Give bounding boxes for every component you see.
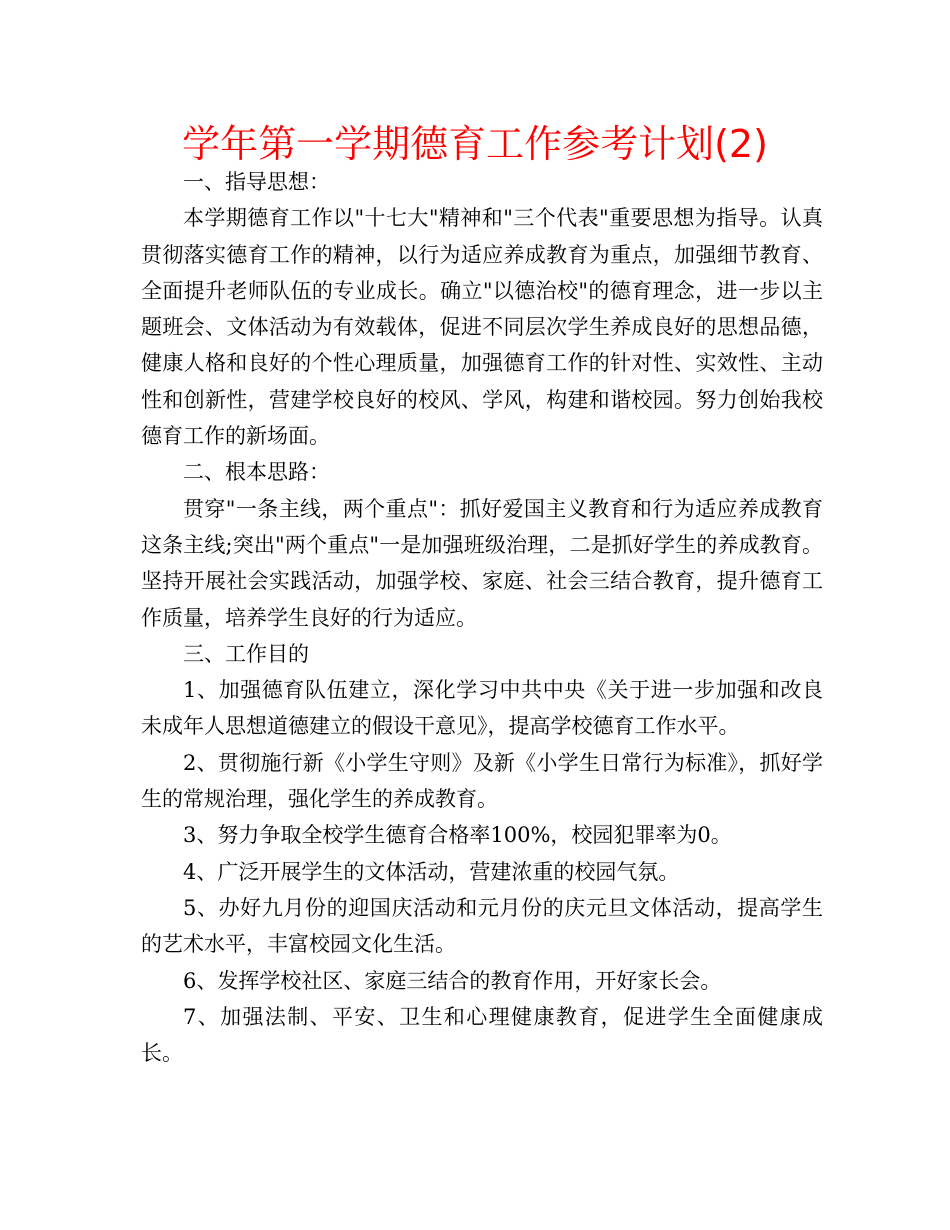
section-heading-basic-approach: 二、根本思路： [183,460,330,485]
goal-item-7: 7、加强法制、平安、卫生和心理健康教育，促进学生全面健康成长。 [141,1004,823,1066]
section-heading-guiding-ideology: 一、指导思想： [183,170,330,194]
goal-item-1: 1、加强德育队伍建立，深化学习中共中央《关于进一步加强和改良未成年人思想道德建立的假设干意见》，提高学校德育工作水平。 [141,678,823,739]
goal-item-5: 5、办好九月份的迎国庆活动和元月份的庆元旦文体活动，提高学生的艺术水平，丰富校园文化生活。 [141,895,823,957]
goal-item-4: 4、广泛开展学生的文体活动，营建浓重的校园气氛。 [183,859,680,884]
paragraph-basic-approach: 贯穿"一条主线，两个重点"：抓好爱国主义教育和行为适应养成教育这条主线;突出"两个重点"一是加强班级治理，二是抓好学生的养成教育。坚持开展社会实践活动，加强学校、家庭、社会三结合教育，提升德育工作质量，培养学生良好的行为适应。 [141,496,823,630]
section-heading-work-goals: 三、工作目的 [183,641,309,666]
goal-item-2: 2、贯彻施行新《小学生守则》及新《小学生日常行为标准》，抓好学生的常规治理，强化学生的养成教育。 [141,750,823,812]
goal-item-6: 6、发挥学校社区、家庭三结合的教育作用，开好家长会。 [183,968,722,993]
document-title: 学年第一学期德育工作参考计划(2) [182,122,768,166]
document-body [141,164,823,1071]
goal-item-3: 3、努力争取全校学生德育合格率100%，校园犯罪率为0。 [183,823,732,848]
paragraph-guiding-ideology: 本学期德育工作以"十七大"精神和"三个代表"重要思想为指导。认真贯彻落实德育工作的精神，以行为适应养成教育为重点，加强细节教育、全面提升老师队伍的专业成长。确立"以德治校"的德育理念，进一步以主题班会、文体活动为有效载体，促进不同层次学生养成良好的思想品德，健康人格和良好的个性心理质量，加强德育工作的针对性、实效性、主动性和创新性，营建学校良好的校风、学风，构建和谐校园。努力创始我校德育工作的新场面。 [141,206,823,449]
